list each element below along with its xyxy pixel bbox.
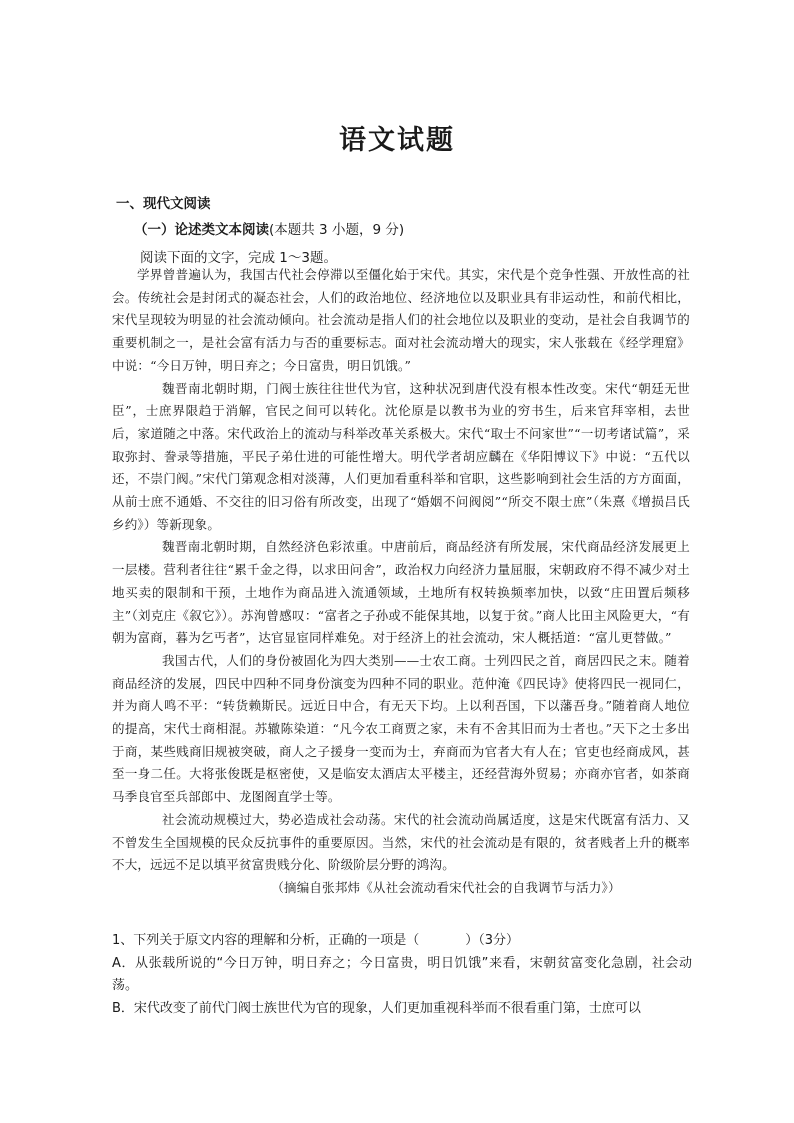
question-1-option-a: A．从张载所说的“今日万钟，明日弃之；今日富贵，明日饥饿”来看，宋朝贫富变化急剧，社会动荡。 — [112, 955, 692, 994]
article-paragraph-4: 我国古代，人们的身份被固化为四大类别——士农工商。士列四民之首，商居四民之末。随着商品经济的发展，四民中四种不同身份演变为四种不同的职业。范仲淹《四民诗》使将四民一视同仁，并为商人鸣不平：“转货赖斯民。远近日中合，有无天下均。上以利吾国，下以藩吾身。”随着商人地位的提高，宋代士商相混。苏辙陈染道：“凡今农工商贾之家，未有不舍其旧而为士者也。”天下之士多出于商，某些贱商旧规被突破，商人之子援身一变而为士，弃商而为官者大有人在；官吏也经商成风，甚至一身二任。大将张俊既是枢密使，又是临安太酒店太平楼主，还经营海外贸易；亦商亦官者，如茶商马季良官至兵部郎中、龙图阁直学士等。 — [112, 652, 690, 805]
section-heading-modern-reading: 一、现代文阅读 — [116, 196, 211, 212]
reading-instruction: 阅读下面的文字，完成 1～3题。 — [140, 250, 337, 266]
article-paragraph-2: 魏晋南北朝时期，门阀士族往往世代为官，这种状况到唐代没有根本性改变。宋代“朝廷无世臣”，士庶界限趋于消解，官民之间可以转化。沈伦原是以教书为业的穷书生，后来官拜宰相，去世后，家道随之中落。宋代政治上的流动与科举改革关系极大。宋代“取士不问家世”“一切考诸试篇”，采取弥封、誊录等措施，平民子弟仕进的可能性增大。明代学者胡应麟在《华阳博议下》中说：“五代以还，不崇门阀。”宋代门第观念相对淡薄，人们更加看重科举和官职，这些影响到社会生活的方方面面，从前士庶不通婚、不交往的旧习俗有所改变，出现了“婚姻不问阀阅”“所交不限士庶”（朱熹《增损吕氏乡约》）等新现象。 — [112, 380, 690, 532]
question-1-score: ）（3分） — [465, 933, 520, 948]
question-1 — [112, 930, 692, 1021]
article-paragraph-1: 学界曾普遍认为，我国古代社会停滞以至僵化始于宋代。其实，宋代是个竞争性强、开放性高的社会。传统社会是封闭式的凝态社会，人们的政治地位、经济地位以及职业具有非运动性，和前代相比，宋代呈现较为明显的社会流动倾向。社会流动是指人们的社会地位以及职业的变动，是社会自我调节的重要机制之一，是社会富有活力与否的重要标志。面对社会流动增大的现实，宋人张载在《经学理窟》中说：“今日万钟，明日弃之；今日富贵，明日饥饿。” — [112, 267, 690, 373]
subsection-note: (本题共 3 小题，9 分) — [269, 222, 405, 238]
question-1-stem-text: 1、下列关于原文内容的理解和分析，正确的一项是（ — [112, 933, 420, 948]
subsection-heading — [134, 218, 404, 238]
question-1-stem — [112, 930, 692, 953]
subsection-title: （一）论述类文本阅读 — [134, 222, 269, 238]
article-body — [112, 264, 690, 900]
page-title: 语文试题 — [339, 125, 455, 156]
article-source: （摘编自张邦炜《从社会流动看宋代社会的自我调节与活力》） — [271, 879, 621, 895]
article-paragraph-5: 社会流动规模过大，势必造成社会动荡。宋代的社会流动尚属适度，这是宋代既富有活力、又不曾发生全国规模的民众反抗事件的重要原因。当然，宋代的社会流动是有限的，贫者贱者上升的概率不大，远远不足以填平贫富贵贱分化、阶级阶层分野的鸿沟。 — [112, 811, 690, 873]
question-1-option-b: B．宋代改变了前代门阀士族世代为官的现象，人们更加重视科举而不很看重门第，士庶可以 — [112, 1001, 641, 1017]
article-paragraph-3: 魏晋南北朝时期，自然经济色彩浓重。中唐前后，商品经济有所发展，宋代商品经济发展更上一层楼。营利者往往“累千金之得，以求田问舍”，政治权力向经济力量屈服，宋朝政府不得不减少对土地买卖的限制和干预，土地作为商品进入流通领域，土地所有权转换频率加快，以致“庄田置后频移主”（刘克庄《叙它》）。苏洵曾感叹：“富者之子孙或不能保其地，以复于贫。”商人比田主风险更大，“有朝为富商，暮为乞丐者”，达官显宦同样难免。对于经济上的社会流动，宋人概括道：“富儿更替做。” — [112, 539, 690, 646]
